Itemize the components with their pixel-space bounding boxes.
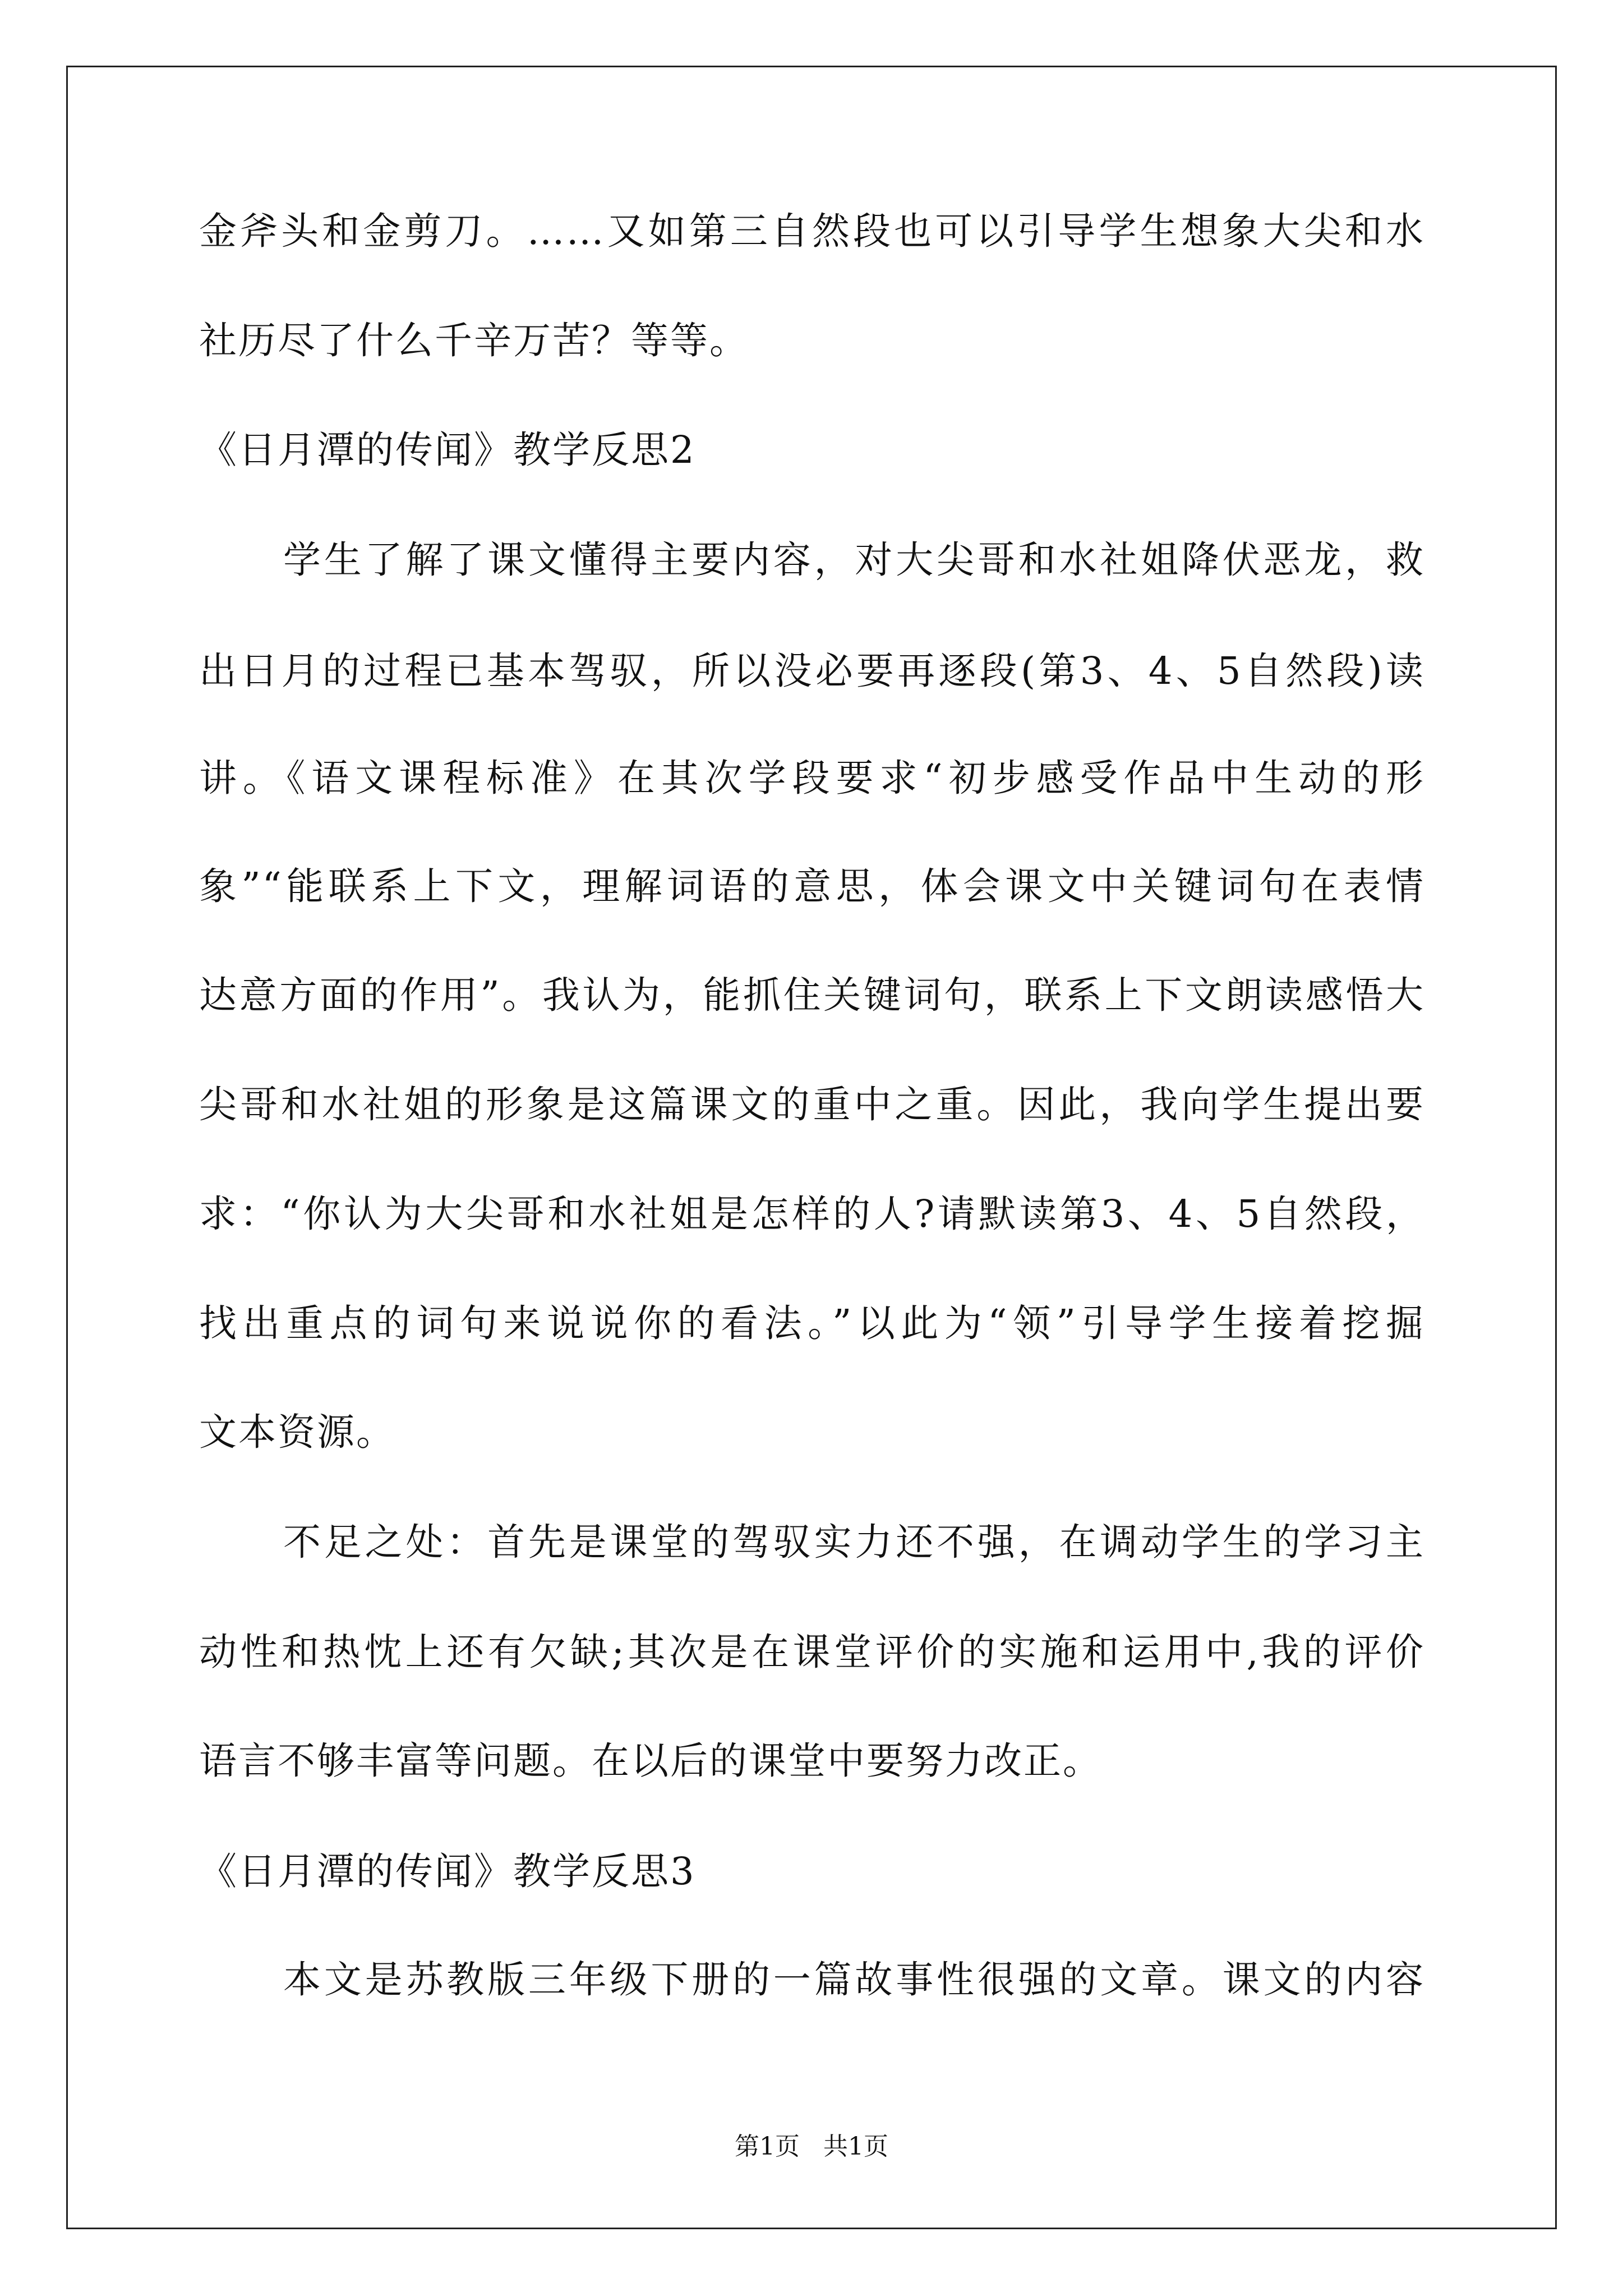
text-line: 求：“你认为大尖哥和水社姐是怎样的人?请默读第3、4、5自然段，	[199, 1192, 1425, 1236]
text-line: 达意方面的作用”。我认为，能抓住关键词句，联系上下文朗读感悟大	[199, 973, 1425, 1017]
page-footer: 第1页 共1页	[735, 2132, 888, 2161]
section-heading: 《日月潭的传闻》教学反思2	[199, 428, 696, 472]
text-line: 语言不够丰富等问题。在以后的课堂中要努力改正。	[199, 1739, 1102, 1783]
text-line: 动性和热忱上还有欠缺;其次是在课堂评价的实施和运用中,我的评价	[199, 1630, 1425, 1674]
text-line: 不足之处：首先是课堂的驾驭实力还不强，在调动学生的学习主	[283, 1520, 1425, 1564]
text-line: 象”“能联系上下文，理解词语的意思，体会课文中关键词句在表情	[199, 864, 1425, 908]
text-line: 出日月的过程已基本驾驭，所以没必要再逐段(第3、4、5自然段)读	[199, 649, 1425, 693]
text-line: 文本资源。	[199, 1410, 395, 1454]
text-line: 尖哥和水社姐的形象是这篇课文的重中之重。因此，我向学生提出要	[199, 1083, 1425, 1126]
text-line: 金斧头和金剪刀。……又如第三自然段也可以引导学生想象大尖和水	[199, 209, 1425, 253]
text-line: 本文是苏教版三年级下册的一篇故事性很强的文章。课文的内容	[283, 1958, 1425, 2001]
section-heading: 《日月潭的传闻》教学反思3	[199, 1849, 696, 1893]
text-line: 讲。《语文课程标准》在其次学段要求“初步感受作品中生动的形	[199, 756, 1425, 800]
text-line: 社历尽了什么千辛万苦？等等。	[199, 319, 749, 362]
text-line: 找出重点的词句来说说你的看法。”以此为“领”引导学生接着挖掘	[199, 1301, 1425, 1345]
text-line: 学生了解了课文懂得主要内容，对大尖哥和水社姐降伏恶龙，救	[283, 538, 1425, 582]
